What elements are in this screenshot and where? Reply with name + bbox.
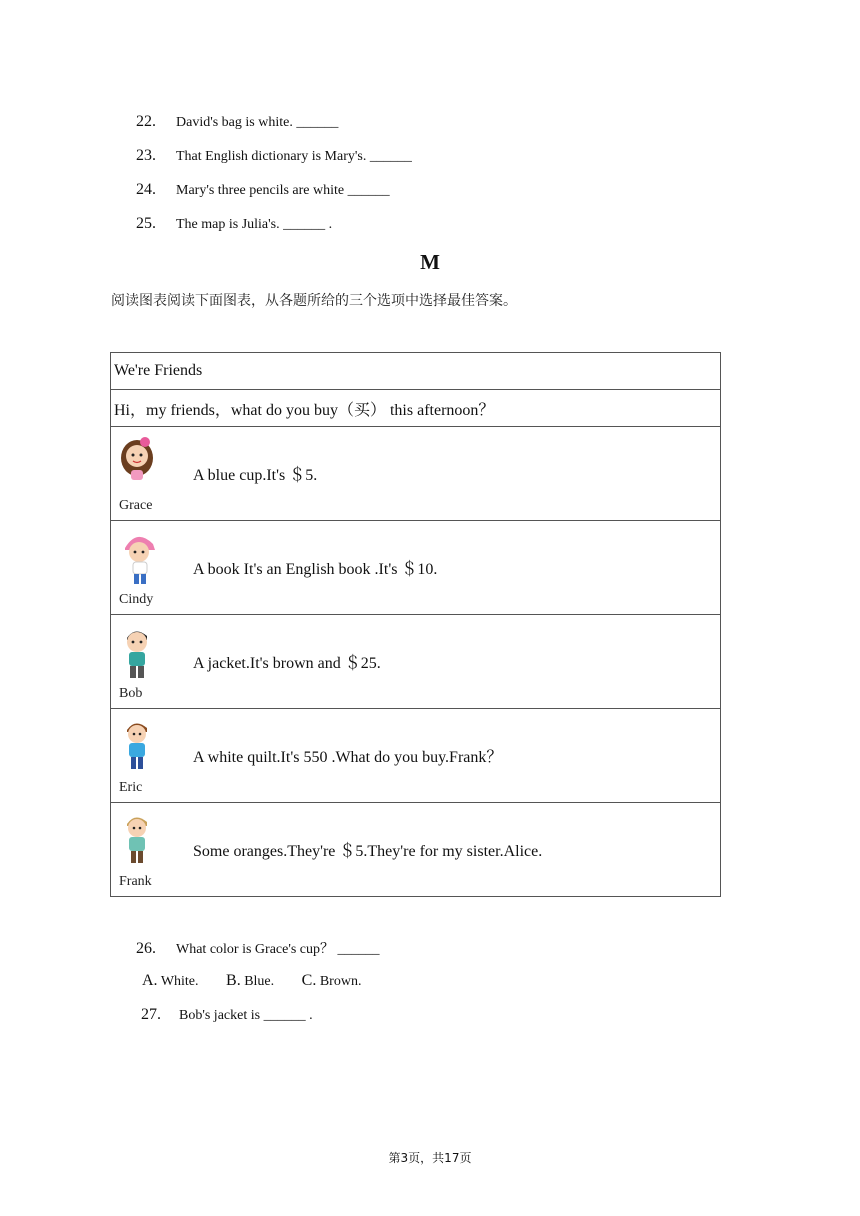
question-number: 22. (136, 113, 156, 130)
question-text: That English dictionary is Mary's. ______ (176, 149, 412, 164)
question-text: The map is Julia's. ______ . (176, 217, 333, 232)
question-text: David's bag is white. ______ (176, 115, 339, 130)
reading-table (110, 352, 721, 897)
avatar-label: Eric (119, 779, 143, 795)
question-26 (136, 938, 380, 958)
table-row (111, 709, 721, 803)
row-text: A book It's an English book .It's ＄10. (193, 561, 438, 578)
row-text: A white quilt.It's 550 .What do you buy.Frank？ (193, 749, 503, 766)
row-text: A jacket.It's brown and ＄25. (193, 655, 381, 672)
row-text: Some oranges.They're ＄5.They're for my sister.Alice. (193, 843, 543, 860)
girl-avatar-icon (117, 528, 173, 608)
question-number: 23. (136, 147, 156, 164)
section-instruction: 阅读图表阅读下面图表，从各题所给的三个选项中选择最佳答案。 (111, 293, 517, 309)
question-number: 25. (136, 215, 156, 232)
table-row (111, 615, 721, 709)
page-footer: 第3页，共17页 (388, 1151, 472, 1165)
boy-avatar-icon (117, 810, 173, 890)
row-text: A blue cup.It's ＄5. (193, 467, 318, 484)
question-26-options (142, 972, 385, 990)
boy-avatar-icon (117, 716, 173, 796)
question-number: 26. (136, 940, 156, 957)
avatar-label: Bob (119, 685, 143, 701)
question-23 (136, 147, 412, 165)
question-number: 27. (141, 1006, 161, 1023)
question-24 (136, 181, 390, 199)
table-row (111, 427, 721, 521)
section-heading: M (420, 250, 440, 274)
option-b: B. Blue. (226, 972, 275, 989)
question-25 (136, 215, 332, 233)
avatar-label: Cindy (119, 591, 154, 607)
question-27 (141, 1006, 313, 1024)
table-title: We're Friends (111, 353, 721, 390)
avatar-label: Frank (119, 873, 152, 889)
question-text: What color is Grace's cup？ ______ (176, 942, 380, 957)
option-c: C. Brown. (301, 972, 362, 989)
option-a: A. White. (142, 972, 199, 989)
question-text: Bob's jacket is ______ . (179, 1008, 313, 1023)
table-intro: Hi，my friends，what do you buy（买） this afternoon？ (111, 390, 721, 427)
table-row (111, 521, 721, 615)
boy-avatar-icon (117, 622, 173, 702)
table-row (111, 803, 721, 897)
question-text: Mary's three pencils are white ______ (176, 183, 390, 198)
question-number: 24. (136, 181, 156, 198)
avatar-label: Grace (119, 497, 153, 513)
question-22 (136, 113, 338, 131)
girl-avatar-icon (117, 434, 173, 514)
